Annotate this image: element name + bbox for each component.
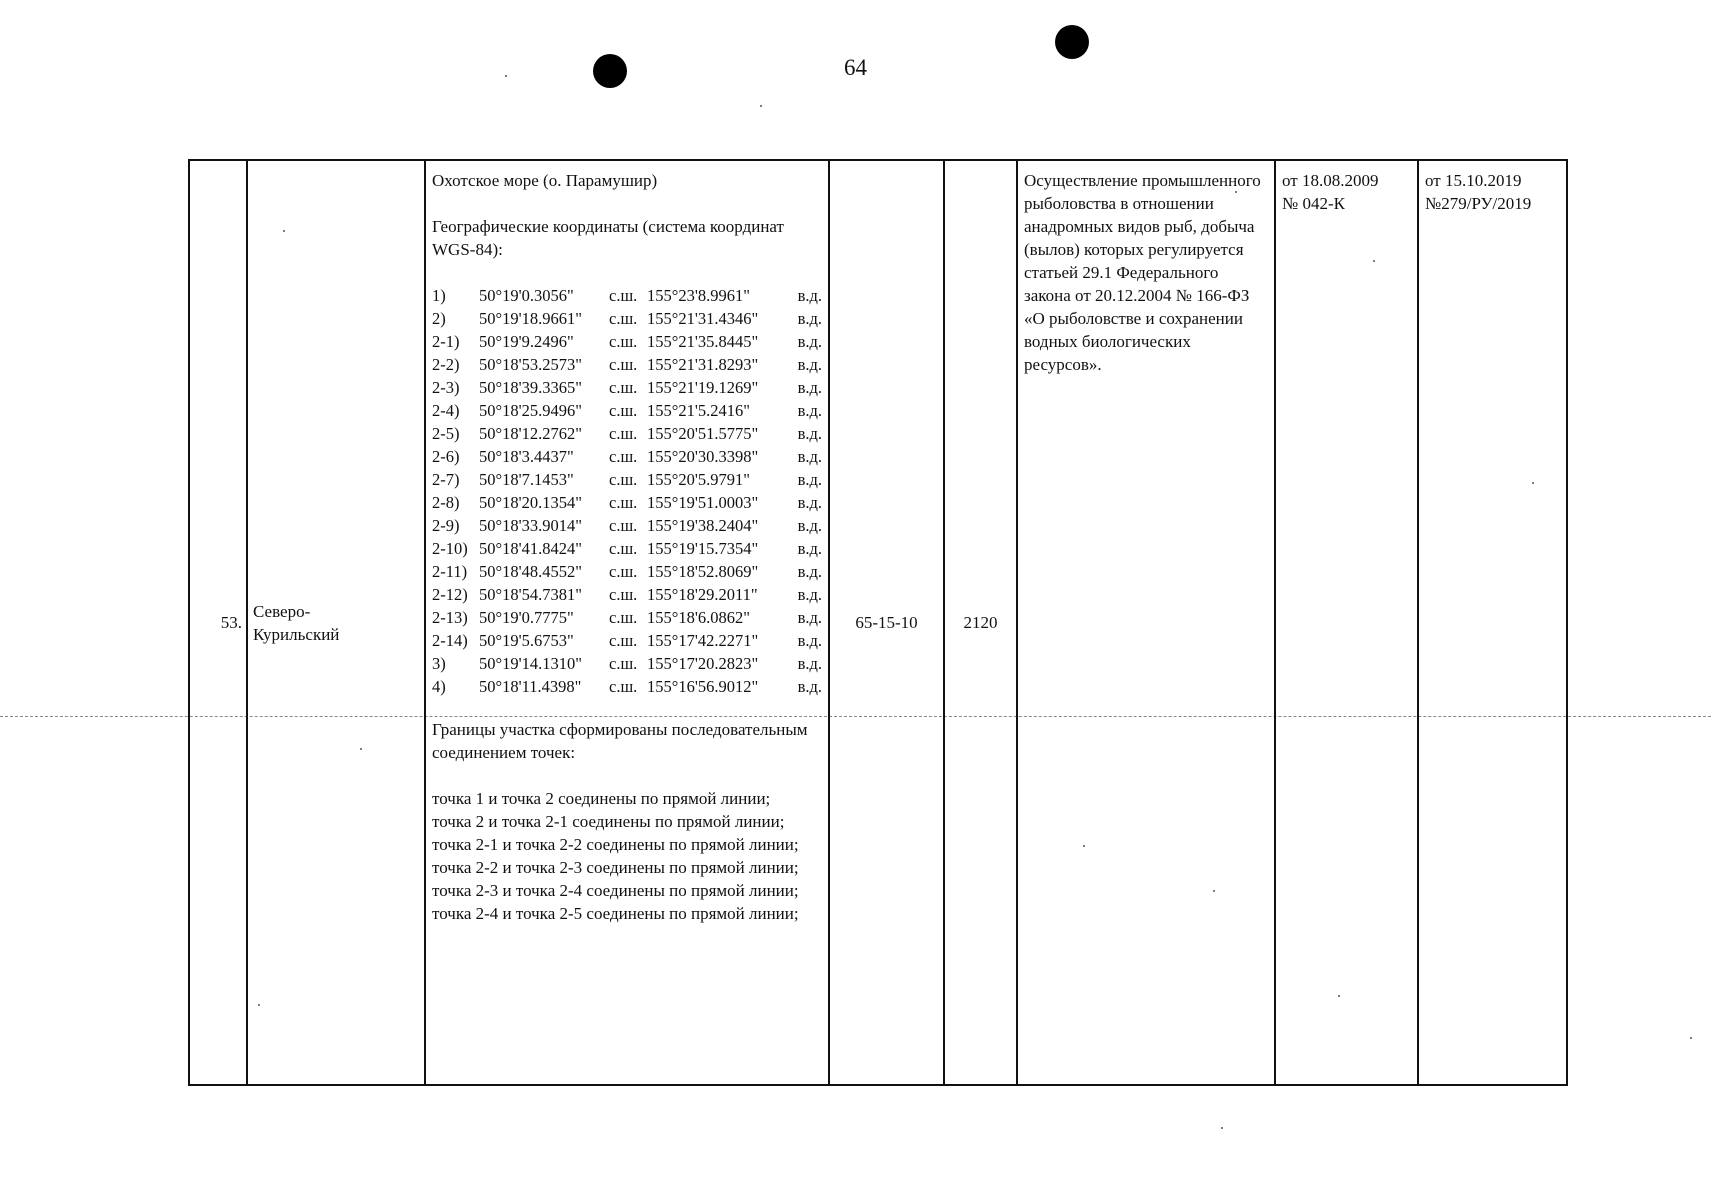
latitude-value: 50°18'39.3365" (479, 378, 582, 397)
latitude-label: с.ш. (609, 378, 638, 397)
coord-row (432, 376, 822, 399)
latitude-value: 50°19'5.6753" (479, 631, 574, 650)
point-id: 2-3) (432, 378, 460, 397)
longitude-value: 155°21'31.8293" (647, 355, 759, 374)
longitude-label: в.д. (797, 424, 822, 443)
coord-row (432, 583, 822, 606)
point-id: 4) (432, 677, 446, 696)
latitude-value: 50°18'12.2762" (479, 424, 582, 443)
segment-line: точка 1 и точка 2 соединены по прямой линии; (432, 789, 771, 808)
longitude-label: в.д. (797, 332, 822, 351)
latitude-value: 50°19'14.1310" (479, 654, 582, 673)
scan-speck (1690, 1037, 1692, 1039)
point-id: 2-6) (432, 447, 460, 466)
latitude-label: с.ш. (609, 470, 638, 489)
latitude-value: 50°18'53.2573" (479, 355, 582, 374)
latitude-value: 50°18'41.8424" (479, 539, 582, 558)
latitude-value: 50°19'9.2496" (479, 332, 574, 351)
segment-line: точка 2 и точка 2-1 соединены по прямой линии; (432, 812, 785, 831)
point-id: 1) (432, 286, 446, 305)
segment-line: точка 2-3 и точка 2-4 соединены по прямой линии; (432, 881, 799, 900)
latitude-value: 50°18'7.1453" (479, 470, 574, 489)
longitude-value: 155°19'15.7354" (647, 539, 759, 558)
latitude-label: с.ш. (609, 447, 638, 466)
point-id: 2-12) (432, 585, 468, 604)
longitude-value: 155°16'56.9012" (647, 677, 759, 696)
latitude-value: 50°19'18.9661" (479, 309, 582, 328)
longitude-value: 155°19'38.2404" (647, 516, 759, 535)
coord-row (432, 445, 822, 468)
area-value: 2120 (944, 160, 1017, 1085)
longitude-label: в.д. (797, 355, 822, 374)
latitude-label: с.ш. (609, 332, 638, 351)
point-id: 2-9) (432, 516, 460, 535)
longitude-value: 155°21'19.1269" (647, 378, 759, 397)
point-id: 2-8) (432, 493, 460, 512)
longitude-label: в.д. (797, 654, 822, 673)
latitude-label: с.ш. (609, 608, 638, 627)
latitude-label: с.ш. (609, 516, 638, 535)
latitude-label: с.ш. (609, 355, 638, 374)
longitude-label: в.д. (797, 539, 822, 558)
longitude-label: в.д. (797, 378, 822, 397)
longitude-value: 155°20'30.3398" (647, 447, 759, 466)
latitude-value: 50°18'20.1354" (479, 493, 582, 512)
point-id: 2-14) (432, 631, 468, 650)
longitude-value: 155°18'52.8069" (647, 562, 759, 581)
point-id: 2-4) (432, 401, 460, 420)
latitude-label: с.ш. (609, 539, 638, 558)
longitude-value: 155°18'29.2011" (647, 585, 758, 604)
decision-1: от 18.08.2009 № 042-К (1275, 160, 1418, 1085)
longitude-label: в.д. (797, 677, 822, 696)
longitude-value: 155°21'31.4346" (647, 309, 759, 328)
boundary-intro: Границы участка сформированы последовательным соединением точек: (432, 720, 808, 762)
longitude-label: в.д. (797, 631, 822, 650)
segment-line: точка 2-2 и точка 2-3 соединены по прямой линии; (432, 858, 799, 877)
longitude-label: в.д. (797, 608, 822, 627)
coord-row (432, 422, 822, 445)
coord-row (432, 399, 822, 422)
coord-row (432, 353, 822, 376)
latitude-value: 50°19'0.3056" (479, 286, 574, 305)
latitude-label: с.ш. (609, 286, 638, 305)
longitude-value: 155°21'35.8445" (647, 332, 759, 351)
coord-row (432, 307, 822, 330)
scan-speck (1221, 1127, 1223, 1129)
longitude-label: в.д. (797, 309, 822, 328)
point-id: 2) (432, 309, 446, 328)
latitude-label: с.ш. (609, 562, 638, 581)
point-id: 2-1) (432, 332, 460, 351)
latitude-value: 50°18'48.4552" (479, 562, 582, 581)
latitude-value: 50°19'0.7775" (479, 608, 574, 627)
coord-row (432, 491, 822, 514)
decision-2: от 15.10.2019 №279/РУ/2019 (1418, 160, 1567, 1085)
table-row (189, 160, 1567, 1085)
longitude-label: в.д. (797, 470, 822, 489)
coord-row (432, 514, 822, 537)
longitude-value: 155°17'20.2823" (647, 654, 759, 673)
latitude-value: 50°18'3.4437" (479, 447, 574, 466)
longitude-label: в.д. (797, 516, 822, 535)
longitude-value: 155°18'6.0862" (647, 608, 750, 627)
coord-row (432, 284, 822, 307)
coord-row (432, 675, 822, 698)
purpose-text: Осуществление промышленного рыболовства в отношении анадромных видов рыб, добыча (вылов) которых регулируется статьей 29.1 Федерального закона от 20.12.2004 № 166-ФЗ «О рыболовстве и сохранении водных биологических ресурсов». (1017, 160, 1275, 1085)
area-code: 65-15-10 (829, 160, 944, 1085)
row-number: 53. (189, 160, 247, 1085)
coord-row (432, 560, 822, 583)
coord-row (432, 629, 822, 652)
location-cell (425, 160, 829, 1085)
coord-list (432, 284, 822, 698)
longitude-label: в.д. (797, 562, 822, 581)
scan-speck (760, 105, 762, 107)
point-id: 2-10) (432, 539, 468, 558)
longitude-label: в.д. (797, 286, 822, 305)
coord-header: Географические координаты (система координат WGS-84): (432, 217, 784, 259)
longitude-label: в.д. (797, 401, 822, 420)
sea-name: Охотское море (о. Парамушир) (432, 171, 658, 190)
point-id: 3) (432, 654, 446, 673)
latitude-label: с.ш. (609, 677, 638, 696)
longitude-value: 155°23'8.9961" (647, 286, 750, 305)
point-id: 2-5) (432, 424, 460, 443)
latitude-label: с.ш. (609, 493, 638, 512)
point-id: 2-2) (432, 355, 460, 374)
latitude-label: с.ш. (609, 654, 638, 673)
longitude-label: в.д. (797, 585, 822, 604)
latitude-value: 50°18'33.9014" (479, 516, 582, 535)
point-id: 2-7) (432, 470, 460, 489)
area-name: Северо- Курильский (247, 160, 425, 1085)
longitude-value: 155°21'5.2416" (647, 401, 750, 420)
segment-line: точка 2-1 и точка 2-2 соединены по прямой линии; (432, 835, 799, 854)
longitude-value: 155°20'5.9791" (647, 470, 750, 489)
latitude-label: с.ш. (609, 631, 638, 650)
segment-list (432, 787, 822, 925)
coord-row (432, 537, 822, 560)
fishing-area-table (188, 159, 1568, 1086)
longitude-value: 155°20'51.5775" (647, 424, 759, 443)
coord-row (432, 606, 822, 629)
page-number: 64 (844, 55, 867, 80)
coord-row (432, 330, 822, 353)
latitude-value: 50°18'54.7381" (479, 585, 582, 604)
latitude-label: с.ш. (609, 585, 638, 604)
longitude-label: в.д. (797, 447, 822, 466)
point-id: 2-13) (432, 608, 468, 627)
coord-row (432, 652, 822, 675)
longitude-value: 155°17'42.2271" (647, 631, 759, 650)
latitude-value: 50°18'11.4398" (479, 677, 582, 696)
punch-hole (1055, 25, 1089, 59)
coord-row (432, 468, 822, 491)
longitude-value: 155°19'51.0003" (647, 493, 759, 512)
latitude-label: с.ш. (609, 401, 638, 420)
latitude-label: с.ш. (609, 424, 638, 443)
segment-line: точка 2-4 и точка 2-5 соединены по прямой линии; (432, 904, 799, 923)
point-id: 2-11) (432, 562, 468, 581)
longitude-label: в.д. (797, 493, 822, 512)
latitude-label: с.ш. (609, 309, 638, 328)
latitude-value: 50°18'25.9496" (479, 401, 582, 420)
